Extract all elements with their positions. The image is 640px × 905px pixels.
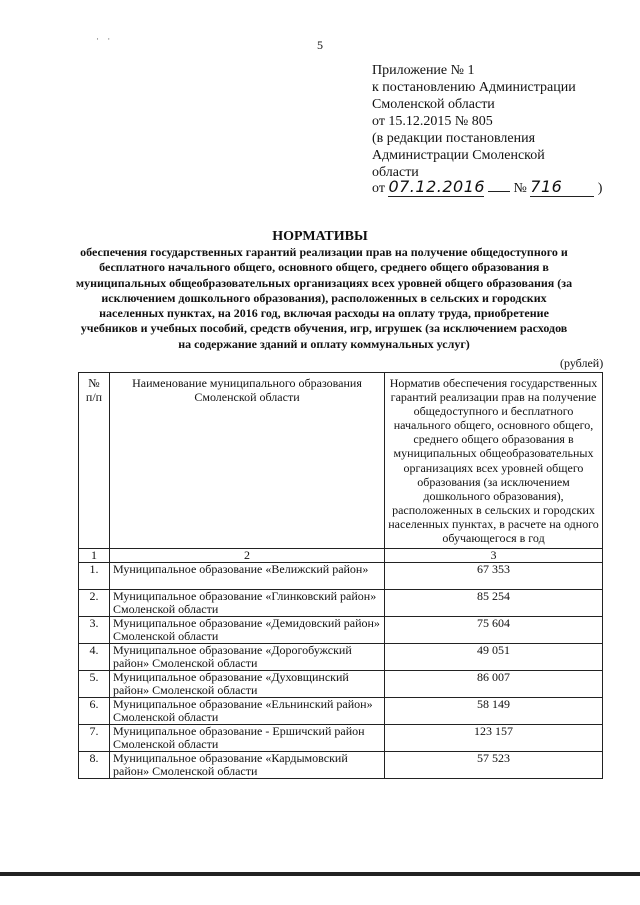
column-number: 1 (79, 549, 110, 563)
table-row (79, 698, 603, 725)
row-number: 4. (79, 644, 110, 671)
table-row (79, 617, 603, 644)
row-number: 3. (79, 617, 110, 644)
handwritten-number: 716 (530, 177, 594, 197)
appendix-line: (в редакции постановления (372, 131, 536, 146)
municipality-name: Муниципальное образование «Дорогобужский район» Смоленской области (110, 644, 385, 671)
resolution-date-number (372, 177, 602, 197)
row-number: 6. (79, 698, 110, 725)
table-row (79, 752, 603, 779)
table-row (79, 644, 603, 671)
norm-value: 67 353 (385, 563, 603, 590)
appendix-line: Приложение № 1 (372, 63, 475, 78)
row-number: 8. (79, 752, 110, 779)
document-subtitle: обеспечения государственных гарантий реализации прав на получение общедоступного и бесплатного начального общего, основного общего, среднего общего образования в муниципальных общеобразовательных организациях всех уровней общего образования (за исключением дошкольного образования), расположенных в сельских и городских населенных пунктах, на 2016 год, включая расходы на оплату труда, приобретение учебников и учебных пособий, средств обучения, игр, игрушек (за исключением расходов на содержание зданий и оплату коммунальных услуг) (75, 245, 573, 351)
table-row (79, 725, 603, 752)
number-prefix: № (513, 181, 527, 196)
underline-gap (488, 191, 510, 192)
row-number: 7. (79, 725, 110, 752)
table-header-row (79, 373, 603, 549)
appendix-line: области (372, 165, 419, 180)
header-number: № п/п (79, 373, 110, 549)
page-number: 5 (317, 38, 323, 52)
municipality-name: Муниципальное образование «Велижский район» (110, 563, 385, 590)
appendix-line: Администрации Смоленской (372, 148, 545, 163)
norms-table (78, 372, 603, 779)
table-row (79, 671, 603, 698)
norm-value: 123 157 (385, 725, 603, 752)
column-number-row (79, 549, 603, 563)
municipality-name: Муниципальное образование «Кардымовский район» Смоленской области (110, 752, 385, 779)
document-title: НОРМАТИВЫ (272, 229, 368, 244)
scan-bottom-edge (0, 872, 640, 876)
column-number: 3 (385, 549, 603, 563)
municipality-name: Муниципальное образование «Духовщинский район» Смоленской области (110, 671, 385, 698)
header-norm: Норматив обеспечения государственных гарантий реализации прав на получение общедоступного и бесплатного начального общего, основного общего, среднего общего образования в муниципальных общеобразовательных организациях всех уровней общего образования (за исключением дошкольного образования), расположенных в сельских и городских населенных пунктах, в расчете на одного обучающегося в год (385, 373, 603, 549)
municipality-name: Муниципальное образование «Демидовский район» Смоленской области (110, 617, 385, 644)
appendix-line: к постановлению Администрации (372, 80, 576, 95)
column-number: 2 (110, 549, 385, 563)
norm-value: 58 149 (385, 698, 603, 725)
appendix-line: Смоленской области (372, 97, 495, 112)
norm-value: 86 007 (385, 671, 603, 698)
unit-label: (рублей) (560, 356, 604, 370)
norm-value: 57 523 (385, 752, 603, 779)
norm-value: 85 254 (385, 590, 603, 617)
municipality-name: Муниципальное образование «Ельнинский район» Смоленской области (110, 698, 385, 725)
header-municipality: Наименование муниципального образования Смоленской области (110, 373, 385, 549)
appendix-block (372, 62, 622, 181)
table-row (79, 563, 603, 590)
row-number: 5. (79, 671, 110, 698)
handwritten-date: 07.12.2016 (388, 177, 486, 196)
appendix-line: от 15.12.2015 № 805 (372, 114, 493, 129)
row-number: 1. (79, 563, 110, 590)
municipality-name: Муниципальное образование «Глинковский район» Смоленской области (110, 590, 385, 617)
scan-marks: · · (96, 34, 114, 44)
close-paren: ) (597, 181, 603, 196)
norm-value: 75 604 (385, 617, 603, 644)
row-number: 2. (79, 590, 110, 617)
norm-value: 49 051 (385, 644, 603, 671)
municipality-name: Муниципальное образование - Ершичский район Смоленской области (110, 725, 385, 752)
table-row (79, 590, 603, 617)
from-prefix: от (372, 181, 385, 196)
